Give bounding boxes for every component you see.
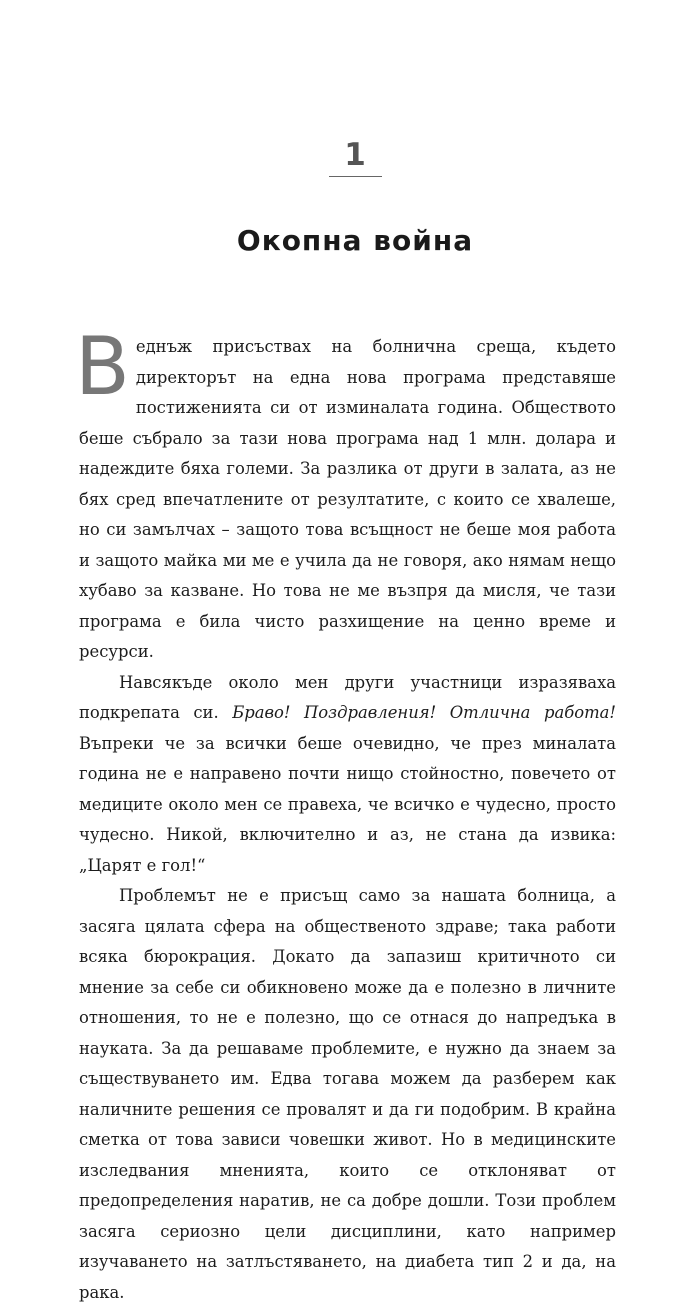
chapter-number: 1 bbox=[344, 137, 366, 173]
drop-cap: В bbox=[75, 320, 130, 413]
chapter-body bbox=[75, 320, 616, 1308]
chapter-title: Окопна война bbox=[236, 224, 474, 257]
paragraph-1-text: еднъж присъствах на болнична среща, където директорът на една нова програма представяше постиженията си от изминалата година. Обществото беше събрало за тази нова програма над 1 млн. долара и надеждите бяха големи. За разлика от други в залата, аз не бях сред впечатлените от резултатите, с които се хвалеше, но си замълчах – защото това всъщност не беше моя работа и защото майка ми ме е учила да не говоря, ако нямам нещо хубаво за казване. Но това не ме възпря да мисля, че тази програма е била чисто разхищение на ценно време и ресурси. bbox=[79, 337, 616, 661]
paragraph-2 bbox=[79, 668, 616, 882]
paragraph-1 bbox=[75, 320, 616, 668]
paragraph-3: Проблемът не е присъщ само за нашата болница, а засяга цялата сфера на общественото здраве; така работи всяка бюрокрация. Докато да запазиш критичното си мнение за себе си обикновено може да е полезно в личните отношения, то не е полезно, що се отнася до напредъка в науката. За да решаваме проблемите, е нужно да знаем за съществуването им. Едва тогава можем да разберем как наличните решения се провалят и да ги подобрим. В крайна сметка от това зависи човешки живот. Но в медицинските изследвания мненията, които се отклоняват от предопределения наратив, не са добре дошли. Този проблем засяга сериозно цели дисциплини, като например изучаването на затлъстяването, на диабета тип 2 и да, на рака. bbox=[79, 886, 616, 1302]
paragraph-2-italic: Браво! Поздравления! Отлична работа! bbox=[232, 703, 616, 722]
chapter-divider bbox=[329, 176, 382, 177]
paragraph-2-start: Навсякъде около мен други участници изразяваха подкрепата си. bbox=[79, 672, 616, 722]
paragraph-2-end: Въпреки че за всички беше очевидно, че през миналата година не е направено почти нищо стойностно, повечето от медиците около мен се правеха, че всичко е чудесно, просто чудесно. Никой, включително и аз, не стана да извика: „Царят е гол!“ bbox=[79, 733, 616, 875]
